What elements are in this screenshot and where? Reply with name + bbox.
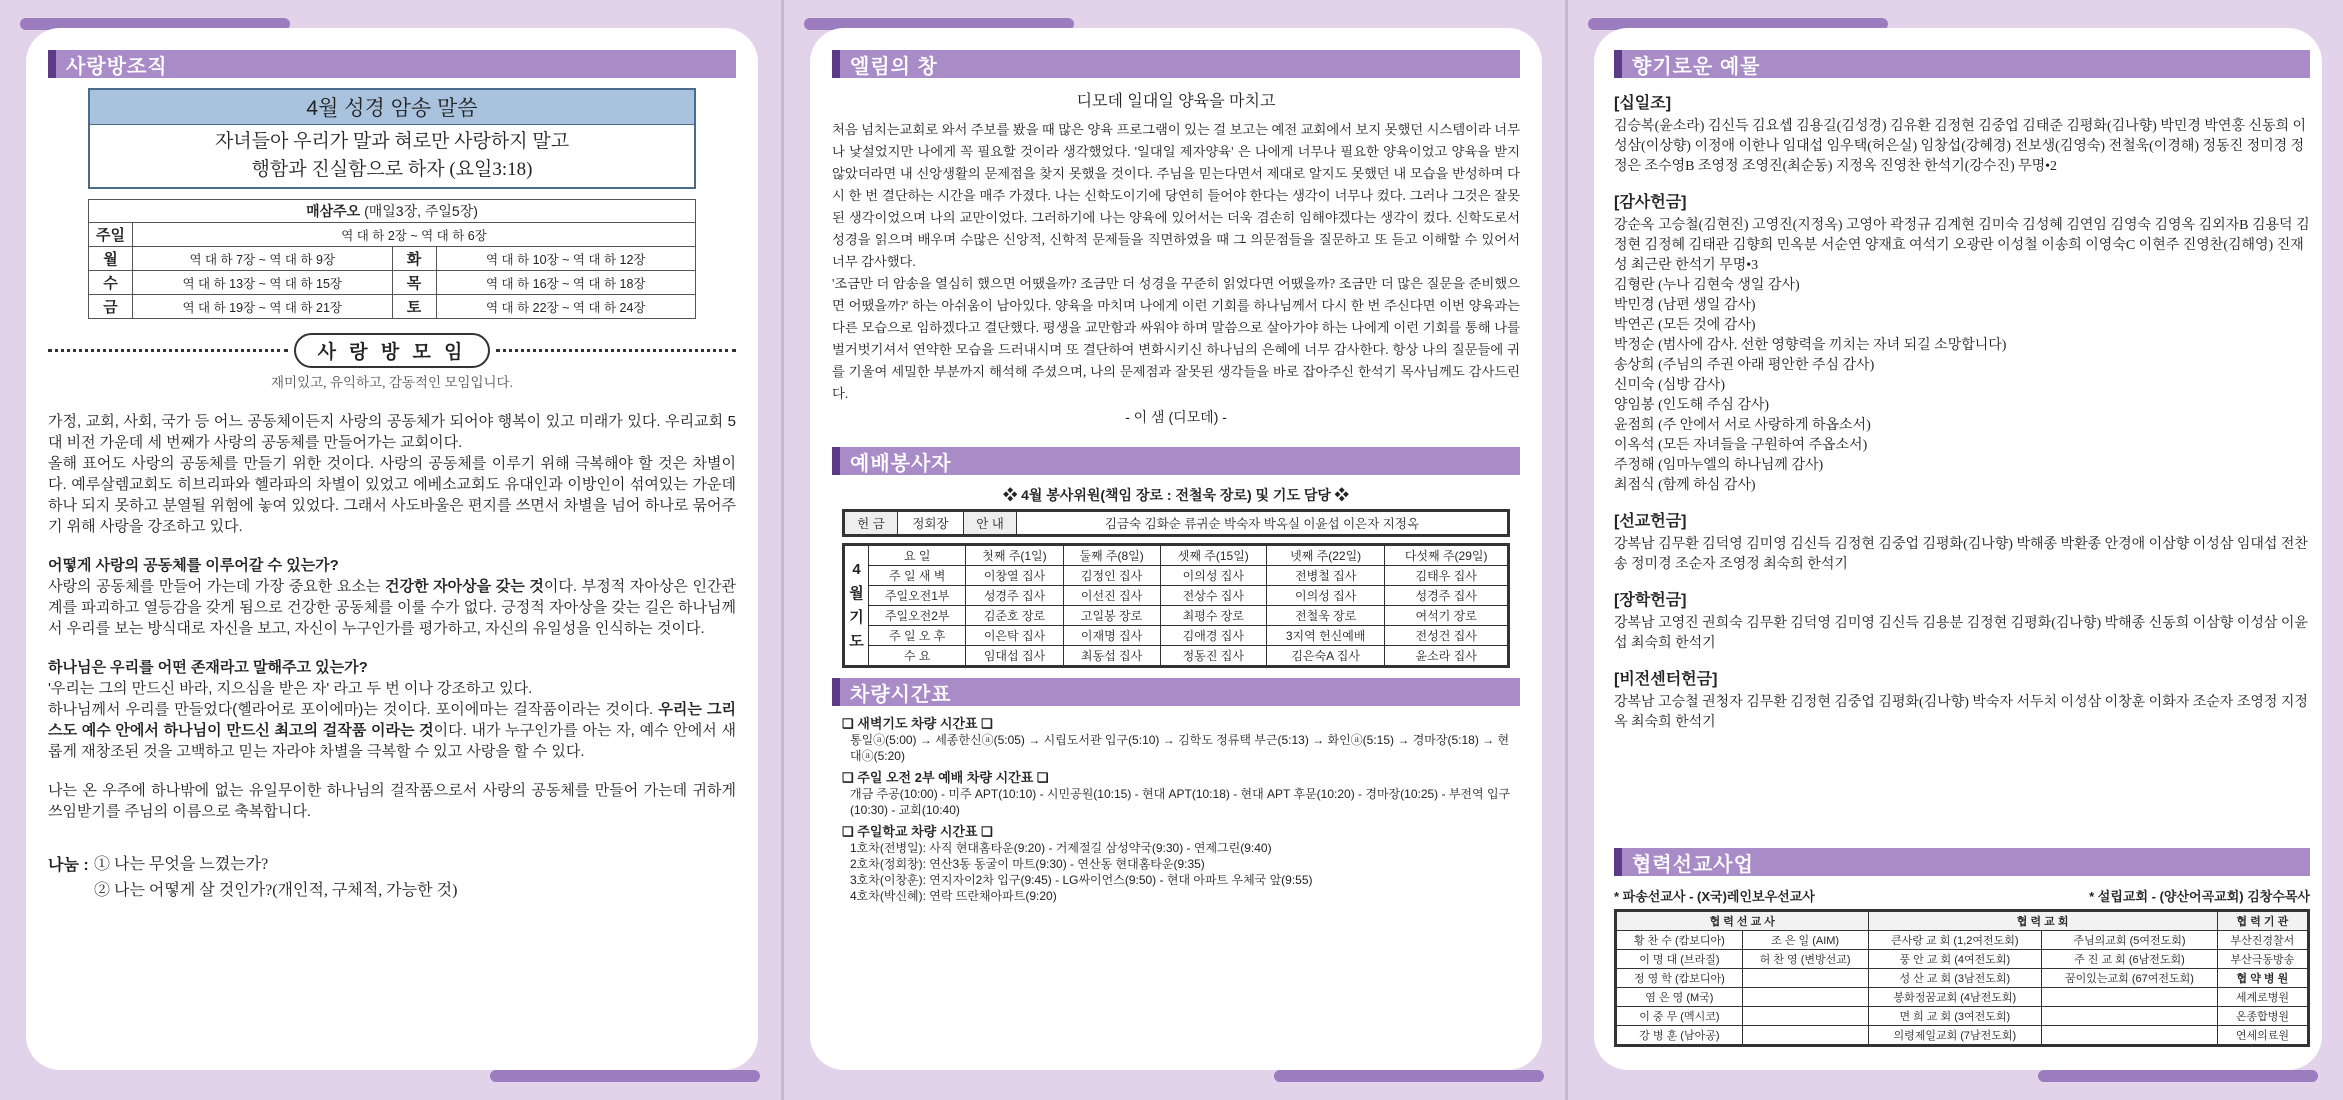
offering-heading: [선교헌금] [1614, 513, 1687, 530]
question-heading: 하나님은 우리를 어떤 존재라고 말해주고 있는가? [48, 659, 368, 676]
page-2 [810, 28, 1542, 1070]
paragraph: 하나님께서 우리를 만들었다(헬라어로 포이에마)는 것이다. 포이에마는 걸작품이라는 것이다. 우리는 그리스도 예수 안에서 하나님이 만드신 최고의 걸작품 이라는 것이다. 내가 누구인가를 아는 자, 예수 안에서 새롭게 재창조된 것을 고백하고 믿는 자라야 차별을 극복할 수 있고 사랑을 할 수 있다. [48, 701, 736, 760]
prayer-schedule [842, 543, 1510, 668]
gathering-subtitle: 재미있고, 유익하고, 감동적인 모임입니다. [271, 375, 513, 390]
essay-title: 디모데 일대일 양육을 마치고 [1076, 93, 1276, 110]
paragraph: '우리는 그의 만드신 바라, 지으심을 받은 자' 라고 두 번 이나 강조하고 있다. [48, 680, 533, 697]
verse-heading: 4월 성경 암송 말씀 [90, 90, 694, 125]
verse-box [88, 88, 696, 189]
section-header [832, 50, 1520, 78]
offering-names: 강순옥 고승철(김현진) 고영진(지정옥) 고영아 곽정규 김계현 김미숙 김성혜 김연임 김영숙 김영옥 김외자B 김용덕 김정현 김정혜 김태관 김향희 민옥분 서순연 양재효 여석기 오광란 이성철 이송희 이영숙C 이현주 진영찬(김해영) 진재성 최근란 한석기 무명•3 김형란 (누나 김현숙 생일 감사) 박민경 (남편 생일 감사) 박연곤 (모든 것에 감사) 박정순 (범사에 감사. 선한 영향력을 끼치는 자녀 되길 소망합니다) 송상희 (주님의 주권 아래 평안한 주심 감사) 신미숙 (심방 감사) 양임봉 (인도해 주심 감사) 윤점희 (주 안에서 서로 사랑하게 하옵소서) 이옥석 (모든 자녀들을 구원하여 주옵소서) 주정해 (임마누엘의 하나님께 감사) 최점식 (함께 하심 감사) [1614, 218, 2310, 493]
offering-names: 김승복(윤소라) 김신득 김요셉 김용길(김성경) 김유환 김정현 김중업 김태준 김평화(김나향) 박민경 박연홍 신동희 이성삼(이상향) 이정애 이한나 임대섭 임우택(허은실) 임창섭(강혜경) 전보생(김영숙) 전철욱(이경해) 정동진 정미경 정정은 조수영B 조영정 조영진(최순동) 지정옥 진영찬 한석기(강수진) 무명•2 [1614, 119, 2307, 174]
offering-names: 강복남 김무환 김덕영 김미영 김신득 김정현 김중업 김평화(김나향) 박해종 박환종 안경애 이삼향 이성삼 임대섭 전찬송 정미경 조순자 조영정 최숙희 한석기 [1614, 537, 2308, 572]
schedule-header: 요 일 [869, 546, 966, 566]
mission-row: 정 영 학 (캄보디아) 성 산 교 회 (3남전도회) 꿈이있는교회 (67여전도회) 협 약 병 원 [1617, 969, 2308, 988]
service-row: 헌 금 정회장 안 내 김금숙 김화순 류귀순 박숙자 박옥실 이윤섭 이은자 지정옥 [842, 509, 1510, 537]
offering-heading: [비전센터헌금] [1614, 671, 1718, 688]
section-header [48, 50, 736, 78]
bus-route: 통일ⓐ(5:00) → 세종한신ⓐ(5:05) → 시립도서관 입구(5:10) → 김학도 정류택 부근(5:13) → 화인ⓐ(5:15) → 경마장(5:18) → 현대ⓐ(5:20) [850, 733, 1510, 763]
schedule-row: 주일오전2부 김준호 장로 고일봉 장로 최평수 장로 전철욱 장로 여석기 장로 [845, 606, 1508, 626]
panel-3 [1568, 0, 2343, 1100]
sharing-block: 나눔 : ① 나는 무엇을 느꼈는가? ② 나는 어떻게 살 것인가?(개인적, 구체적, 가능한 것) [48, 856, 458, 899]
schedule-row: 주 일 오 후 이은탁 집사 이재명 집사 김애경 집사 3지역 헌신예배 전성건 집사 [845, 626, 1508, 646]
offering-heading: [십일조] [1614, 95, 1672, 112]
bus-schedule [842, 716, 1520, 904]
offering-names: 강복남 고영진 권희숙 김무환 김덕영 김미영 김신득 김용분 김정현 김평화(김나향) 박해종 신동희 이삼향 이성삼 이윤섭 최숙희 한석기 [1614, 616, 2308, 651]
offering-heading: [장학헌금] [1614, 592, 1687, 609]
panel-2 [784, 0, 1565, 1100]
paragraph: 가정, 교회, 사회, 국가 등 어느 공동체이든지 사랑의 공동체가 되어야 행복이 있고 미래가 있다. 우리교회 5대 비전 가운데 세 번째가 사랑의 공동체를 만들어가는 교회이다. [48, 413, 736, 451]
essay-signature: - 이 샘 (디모데) - [1125, 409, 1227, 425]
panel-1 [0, 0, 781, 1100]
section-header [832, 447, 1520, 475]
verse-text: 자녀들아 우리가 말과 혀로만 사랑하지 말고 행함과 진실함으로 하자 (요일3:18) [214, 131, 570, 180]
schedule-row: 수 요 임대섭 집사 최동섭 집사 정동진 집사 김은숙A 집사 윤소라 집사 [845, 646, 1508, 666]
mission-row: 염 은 영 (M국) 봉화정꿈교회 (4남전도회) 세계로병원 [1617, 988, 2308, 1007]
decor-bar [1274, 1070, 1544, 1082]
mission-table: 협 력 선 교 사 협 력 교 회 협 력 기 관 황 찬 수 (캄보디아) 조 은 일 (AIM) 큰사랑 교 회 (1,2여전도회) 주님의교회 (5여전도회) 부산진경찰서 이 명 대 (브라질) 허 찬 영 (변방선교) 풍 안 교 회 (4여전도회) 주 진 교 회 (6남전도회) 부산극동방송 정 영 학 (캄보디아) 성 산 교 회 (3남전도회) 꿈이있는교회 (67여전도회) 협 약 병 원 염 은 영 (M국) 봉화정꿈교회 (4남전도회) 세계로병원 이 중 무 (멕시코) 면 희 교 회 (3여전도회) 온종합병원 강 병 훈 (남아공) 의령제일교회 (7남전도회) 연세의료원 [1614, 909, 2310, 1047]
decor-bar [490, 1070, 760, 1082]
mission-row: 이 중 무 (멕시코) 면 희 교 회 (3여전도회) 온종합병원 [1617, 1007, 2308, 1026]
essay-paragraph: '조금만 더 암송을 열심히 했으면 어땠을까? 조금만 더 성경을 꾸준히 읽었다면 어땠을까? 조금만 더 많은 질문을 준비했으면 어땠을까?' 하는 아쉬움이 남아있다. 양육을 마치며 나에게 이런 기회를 하나님께서 다시 한 번 주신다면 이번 양육과는 다른 모습으로 임하겠다고 결단했다. 평생을 교만함과 싸워야 하며 말씀으로 살아가야 하는 나에게 이런 기회를 통해 나를 벌거벗기셔서 연약한 모습을 드러내시며 또 결단하여 변화시키신 하나님의 은혜에 너무 감사한다. 항상 나의 질문들에 귀를 기울여 세밀한 부분까지 해석해 주셨으며, 나의 문제점과 잘못된 생각들을 바로 잡아주신 한석기 목사님께도 감사드린다. [832, 276, 1520, 401]
bus-heading: ❑ 주일 오전 2부 예배 차량 시간표 ❑ [842, 770, 1049, 785]
gathering-title-row [48, 333, 736, 368]
section-title: 예배봉사자 [850, 452, 952, 475]
section-title: 협력선교사업 [1632, 853, 1754, 876]
decor-bar [2038, 1070, 2318, 1082]
offering-list [1614, 90, 2310, 733]
bus-heading: ❑ 주일학교 차량 시간표 ❑ [842, 824, 993, 839]
page-1 [26, 28, 758, 1070]
offering-heading: [감사헌금] [1614, 194, 1687, 211]
bus-heading: ❑ 새벽기도 차량 시간표 ❑ [842, 716, 993, 731]
offering-names: 강복남 고승철 권청자 김무환 김정현 김중업 김평화(김나향) 박숙자 서두치 이성삼 이창훈 이화자 조순자 조영정 지정옥 최숙희 한석기 [1614, 695, 2308, 730]
schedule-header: 둘째 주(8일) [1063, 546, 1160, 566]
bus-route: 개금 주공(10:00) - 미주 APT(10:10) - 시민공원(10:15) - 현대 APT(10:18) - 현대 APT 후문(10:20) - 경마장(10:25) - 부전역 입구(10:30) - 교회(10:40) [850, 787, 1511, 817]
schedule-row: 주 일 새 벽 이창열 집사 김정인 집사 이의성 집사 전병철 집사 김태우 집사 [845, 566, 1508, 586]
paragraph: 사랑의 공동체를 만들어 가는데 가장 중요한 요소는 건강한 자아상을 갖는 것이다. 부정적 자아상은 인간관계를 파괴하고 열등감을 갖게 됨으로 건강한 공동체를 이룰 수가 없다. 긍정적 자아상을 갖는 길은 하나님께서 우리를 보는 방식대로 자신을 보고, 자신이 누구인가를 평가하고, 자신의 유일성을 인식하는 것이다. [48, 578, 736, 637]
mission-summary: * 파송선교사 - (X국)레인보우선교사 * 설립교회 - (양산어곡교회) 김창수목사 [1614, 889, 2310, 904]
mission-row: 황 찬 수 (캄보디아) 조 은 일 (AIM) 큰사랑 교 회 (1,2여전도회) 주님의교회 (5여전도회) 부산진경찰서 [1617, 931, 2308, 950]
essay-paragraph: 처음 넘치는교회로 와서 주보를 봤을 때 많은 양육 프로그램이 있는 걸 보고는 예전 교회에서 보지 못했던 시스템이라 너무나 낯설었지만 나에게 꼭 필요할 것이라 생각했었다. '일대일 제자양육' 은 나에게 너무나 필요한 양육이었고 양육을 받지 않았더라면 내 신앙생활의 문제점을 찾지 못했을 것이다. 주님을 믿는다면서 제대로 알지도 못했던 내 모습을 반성하며 다시 한 번 결단하는 시간을 매주 가졌다. 나는 신학도이기에 당연히 들어야 한다는 생각이 너무나 컸다. 그러나 그것은 잘못된 생각이었으며 나의 교만이었다. 그러하기에 나는 양육에 있어서는 더욱 겸손히 임해야겠다는 생각이 컸다. 신학도로서 성경을 읽으며 배우며 수많은 신앙적, 신학적 문제들을 직면하였을 때 그 의문점들을 질문하고 또 듣고 이해할 수 있어서 너무 감사했다. [832, 122, 1520, 269]
section-header [1614, 50, 2310, 78]
paragraph: 올해 표어도 사랑의 공동체를 만들기 위한 것이다. 사랑의 공동체를 이루기 위해 극복해야 할 것은 차별이다. 예루살렘교회도 히브리파와 헬라파의 차별이 있었고 에베소교회도 유대인과 이방인이 섞여있는 가운데 하나 되지 못하고 분열될 위험에 놓여 있었다. 그래서 사도바울은 편지를 쓰면서 차별을 넘어 하나로 묶어주기 위해 사랑을 강조하고 있다. [48, 455, 736, 535]
page-3 [1594, 28, 2322, 1070]
paragraph: 나는 온 우주에 하나밖에 없는 유일무이한 하나님의 걸작품으로서 사랑의 공동체를 만들어 가는데 귀하게 쓰임받기를 주님의 이름으로 축복합니다. [48, 782, 736, 820]
schedule-row: 주일오전1부 성경주 집사 이선진 집사 전상수 집사 이의성 집사 성경주 집사 [845, 586, 1508, 606]
section-header [1614, 848, 2310, 876]
schedule-header: 다섯째 주(29일) [1385, 546, 1508, 566]
section-title: 향기로운 예물 [1632, 55, 1761, 78]
mission-row: 이 명 대 (브라질) 허 찬 영 (변방선교) 풍 안 교 회 (4여전도회) 주 진 교 회 (6남전도회) 부산극동방송 [1617, 950, 2308, 969]
schedule-header: 셋째 주(15일) [1160, 546, 1266, 566]
section-title: 사랑방조직 [66, 55, 168, 78]
gathering-title: 사 랑 방 모 임 [294, 333, 491, 368]
question-heading: 어떻게 사랑의 공동체를 이루어갈 수 있는가? [48, 557, 339, 574]
schedule-header: 넷째 주(22일) [1267, 546, 1385, 566]
section-title: 차량시간표 [850, 683, 952, 706]
reading-table: 매삼주오 (매일3장, 주일5장) 주일 역 대 하 2장 ~ 역 대 하 6장 월 역 대 하 7장 ~ 역 대 하 9장 화 역 대 하 10장 ~ 역 대 하 12장 수 역 대 하 13장 ~ 역 대 하 15장 목 역 대 하 16장 ~ 역 대 하 18장 금 역 대 하 19장 ~ 역 대 하 21장 토 역 대 하 22장 ~ 역 대 하 24장 [88, 199, 696, 319]
schedule-side-label: 4 월 기 도 [845, 546, 869, 666]
schedule-header: 첫째 주(1일) [966, 546, 1063, 566]
service-title: ❖ 4월 봉사위원(책임 장로 : 전철욱 장로) 및 기도 담당 ❖ [1003, 487, 1349, 503]
section-header [832, 678, 1520, 706]
bus-route: 1호차(전병일): 사직 현대홈타운(9:20) - 거제절길 삼성약국(9:30) - 연제그린(9:40) 2호차(정회창): 연산3동 동굴이 마트(9:30) - 연산동 현대홈타운(9:35) 3호차(이창훈): 연지자이2차 입구(9:45) - LG싸이언스(9:50) - 현대 아파트 우체국 앞(9:55) 4호차(박신혜): 연락 뜨란채아파트(9:20) [850, 841, 1313, 903]
section-title: 엘림의 창 [850, 55, 938, 78]
mission-row: 강 병 훈 (남아공) 의령제일교회 (7남전도회) 연세의료원 [1617, 1026, 2308, 1045]
